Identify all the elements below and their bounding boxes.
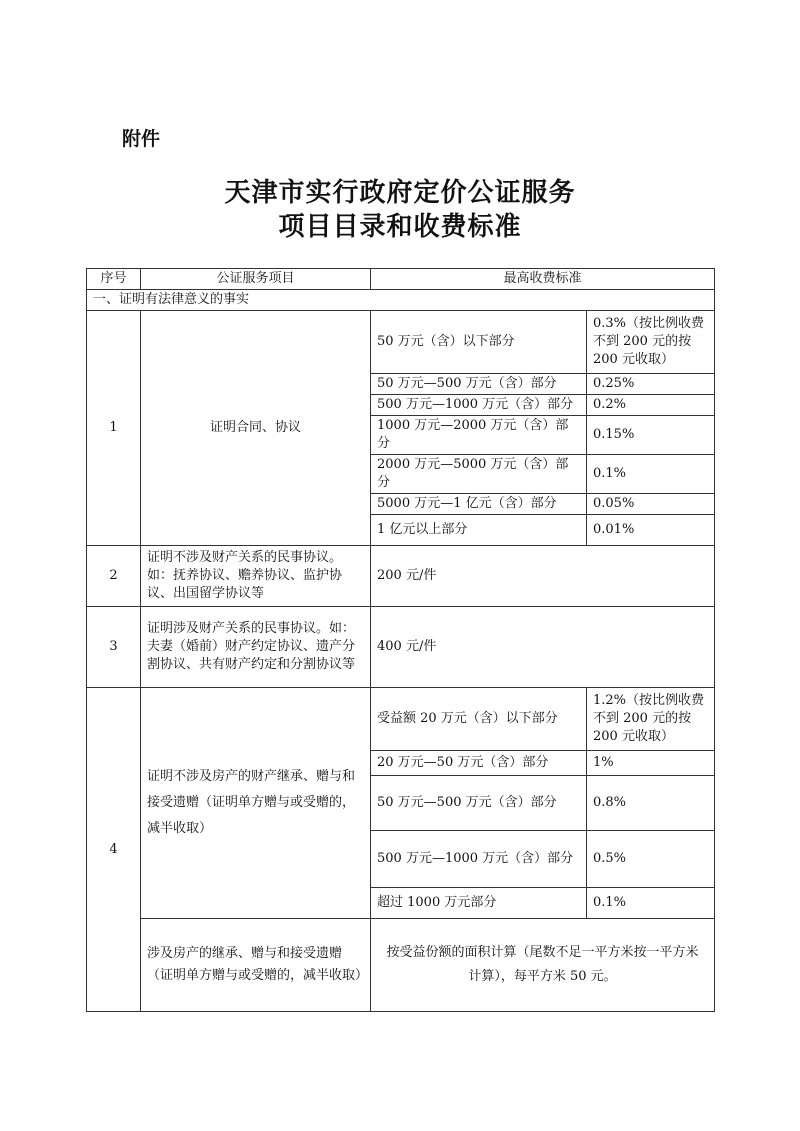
tier-rate: 0.5% bbox=[587, 831, 715, 888]
row3-fee: 400 元/件 bbox=[371, 607, 715, 688]
tier-rate: 0.05% bbox=[587, 494, 715, 515]
table-row bbox=[87, 311, 715, 374]
row4-seq: 4 bbox=[87, 688, 141, 1012]
tier-rate: 0.3%（按比例收费不到 200 元的按 200 元收取） bbox=[587, 311, 715, 374]
tier-range: 1000 万元—2000 万元（含）部分 bbox=[371, 416, 587, 455]
row3-item: 证明涉及财产关系的民事协议。如：夫妻（婚前）财产约定协议、遗产分割协议、共有财产约定和分割协议等 bbox=[141, 607, 371, 688]
table-row bbox=[87, 546, 715, 607]
table-row bbox=[87, 688, 715, 751]
row4-item-b: 涉及房产的继承、赠与和接受遗赠（证明单方赠与或受赠的，减半收取） bbox=[141, 919, 371, 1012]
header-standard: 最高收费标准 bbox=[371, 269, 715, 290]
document-title-line1: 天津市实行政府定价公证服务 bbox=[224, 178, 576, 208]
tier-range: 5000 万元—1 亿元（含）部分 bbox=[371, 494, 587, 515]
document-title-line2: 项目目录和收费标准 bbox=[278, 212, 522, 242]
fee-table bbox=[86, 268, 715, 1012]
tier-range: 500 万元—1000 万元（含）部分 bbox=[371, 831, 587, 888]
row3-seq: 3 bbox=[87, 607, 141, 688]
tier-rate: 0.2% bbox=[587, 395, 715, 416]
tier-range: 500 万元—1000 万元（含）部分 bbox=[371, 395, 587, 416]
tier-range: 50 万元—500 万元（含）部分 bbox=[371, 776, 587, 831]
tier-range: 50 万元—500 万元（含）部分 bbox=[371, 374, 587, 395]
row2-item: 证明不涉及财产关系的民事协议。如：抚养协议、赡养协议、监护协议、出国留学协议等 bbox=[141, 546, 371, 607]
tier-range: 受益额 20 万元（含）以下部分 bbox=[371, 688, 587, 751]
header-item: 公证服务项目 bbox=[141, 269, 371, 290]
row2-fee: 200 元/件 bbox=[371, 546, 715, 607]
table-header-row bbox=[87, 269, 715, 290]
tier-rate: 1% bbox=[587, 751, 715, 776]
table-row bbox=[87, 607, 715, 688]
row4-item-a: 证明不涉及房产的财产继承、赠与和接受遗赠（证明单方赠与或受赠的，减半收取） bbox=[141, 688, 371, 919]
row1-item: 证明合同、协议 bbox=[141, 311, 371, 546]
tier-rate: 0.8% bbox=[587, 776, 715, 831]
row4-fee-b: 按受益份额的面积计算（尾数不足一平方米按一平方米计算），每平方米 50 元。 bbox=[371, 919, 715, 1012]
section-title: 一、证明有法律意义的事实 bbox=[87, 290, 715, 311]
tier-range: 超过 1000 万元部分 bbox=[371, 888, 587, 919]
tier-rate: 0.15% bbox=[587, 416, 715, 455]
tier-rate: 0.1% bbox=[587, 455, 715, 494]
row2-seq: 2 bbox=[87, 546, 141, 607]
header-seq: 序号 bbox=[87, 269, 141, 290]
tier-range: 1 亿元以上部分 bbox=[371, 515, 587, 546]
table-row bbox=[87, 919, 715, 1012]
tier-rate: 0.1% bbox=[587, 888, 715, 919]
tier-range: 20 万元—50 万元（含）部分 bbox=[371, 751, 587, 776]
section-row bbox=[87, 290, 715, 311]
tier-range: 50 万元（含）以下部分 bbox=[371, 311, 587, 374]
tier-rate: 0.25% bbox=[587, 374, 715, 395]
tier-range: 2000 万元—5000 万元（含）部分 bbox=[371, 455, 587, 494]
tier-rate: 0.01% bbox=[587, 515, 715, 546]
tier-rate: 1.2%（按比例收费不到 200 元的按 200 元收取） bbox=[587, 688, 715, 751]
attachment-label: 附件 bbox=[122, 128, 161, 150]
row1-seq: 1 bbox=[87, 311, 141, 546]
